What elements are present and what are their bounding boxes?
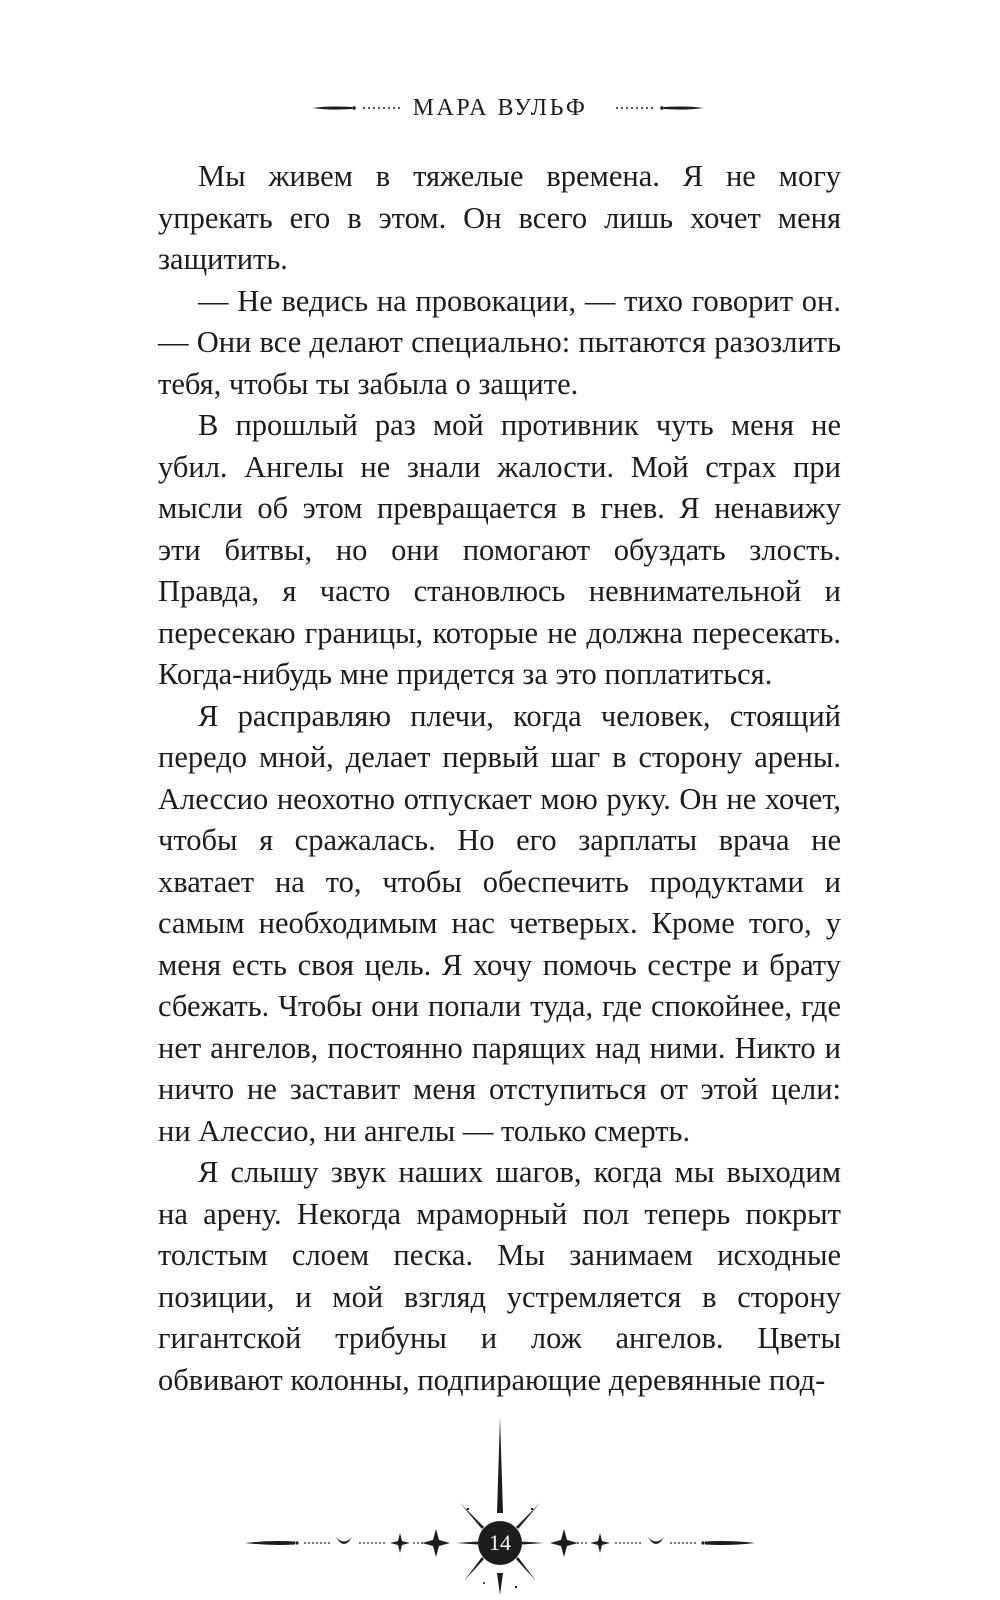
page-number: 14 bbox=[489, 1530, 511, 1555]
page-footer bbox=[0, 1405, 1000, 1600]
footer-ornament-icon bbox=[0, 1405, 1000, 1600]
body-text bbox=[158, 156, 841, 1401]
running-header-author: МАРА ВУЛЬФ bbox=[412, 95, 588, 121]
paragraph: В прошлый раз мой противник чуть меня не убил. Ангелы не знали жалости. Мой страх при мысли об этом превращается в гнев. Я ненавижу эти битвы, но они помогают обуздать злость. Правда, я часто становлюсь невнимательной и пересекаю границы, которые не должна пересекать. Когда-нибудь мне придется за это поплатиться. bbox=[158, 408, 841, 691]
paragraph: Мы живем в тяжелые времена. Я не могу упрекать его в этом. Он всего лишь хочет меня защитить. bbox=[158, 159, 841, 276]
header-ornament-right-icon bbox=[612, 100, 712, 116]
running-header bbox=[0, 88, 1000, 128]
paragraph: Я расправляю плечи, когда человек, стоящий передо мной, делает первый шаг в сторону арены. Алессио неохотно отпускает мою руку. Он не хочет, чтобы я сражалась. Но его зарплаты врача не хватает на то, чтобы обеспечить продуктами и самым необходимым нас четверых. Кроме того, у меня есть своя цель. Я хочу помочь сестре и брату сбежать. Чтобы они попали туда, где спокойнее, где нет ангелов, постоянно парящих над ними. Никто и ничто не заставит меня отступиться от этой цели: ни Алессио, ни ангелы — только смерть. bbox=[158, 698, 841, 1148]
paragraph: — Не ведись на провокации, — тихо говорит он. — Они все делают специально: пытаются разозлить тебя, чтобы ты забыла о защите. bbox=[158, 283, 841, 401]
paragraph: Я слышу звук наших шагов, когда мы выходим на арену. Некогда мраморный пол теперь покрыт толстым слоем песка. Мы занимаем исходные позиции, и мой взгляд устремляется в сторону гигантской трибуны и лож ангелов. Цветы обвивают колонны, подпирающие деревянные под- bbox=[158, 1155, 841, 1397]
